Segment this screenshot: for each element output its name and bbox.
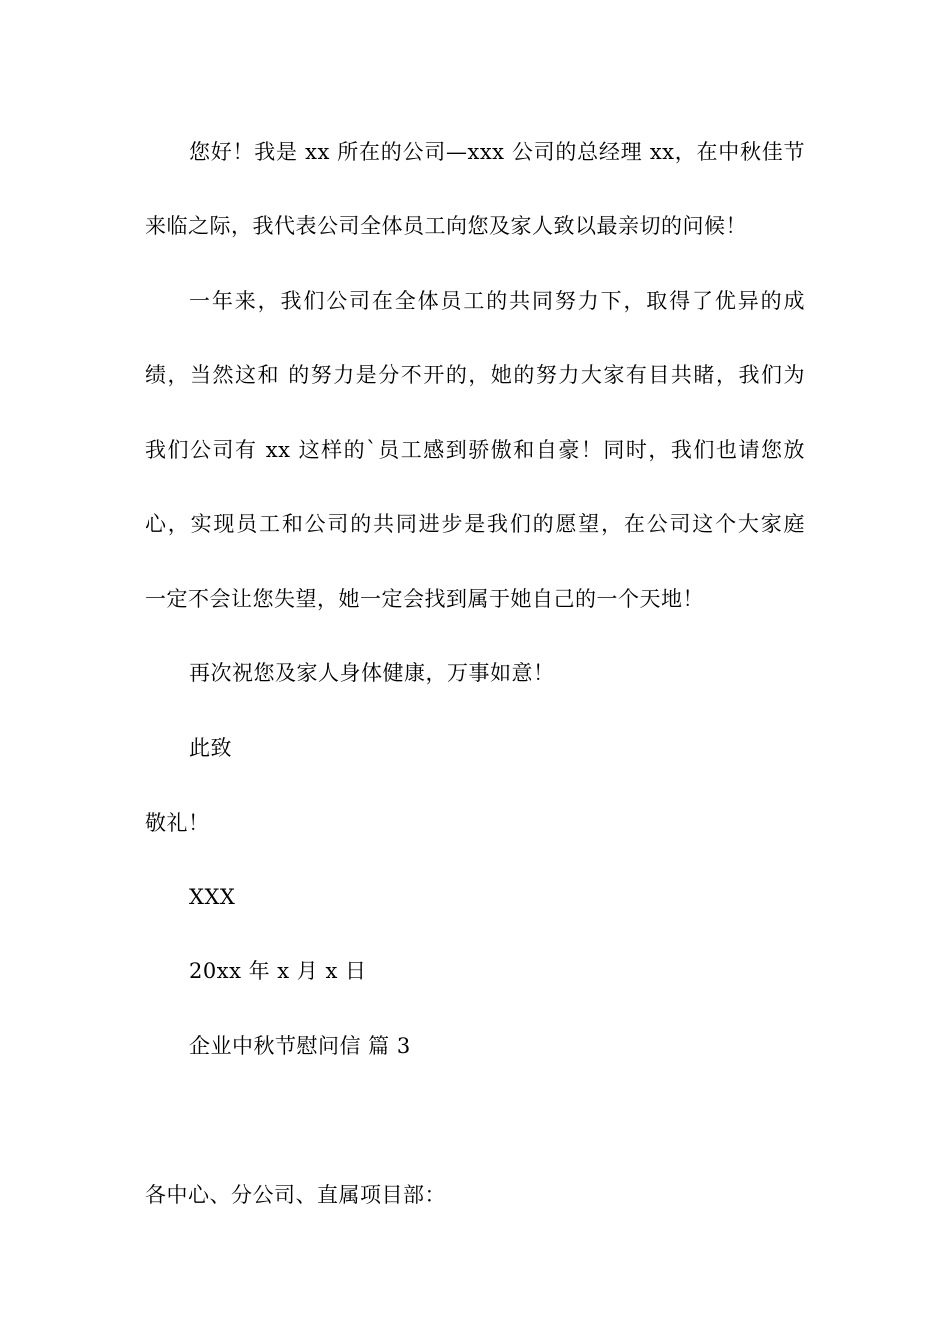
salutation: 敬礼！ — [145, 811, 210, 835]
addressee: 各中心、分公司、直属项目部： — [145, 1183, 446, 1207]
section-title: 企业中秋节慰问信 篇 3 — [189, 1034, 411, 1058]
paragraph-2-line-1: 一年来，我们公司在全体员工的共同努力下，取得了优异的成 — [189, 289, 805, 313]
paragraph-2-line-3: 我们公司有 xx 这样的`员工感到骄傲和自豪！同时，我们也请您放 — [145, 438, 805, 462]
paragraph-2-line-4: 心，实现员工和公司的共同进步是我们的愿望，在公司这个大家庭 — [145, 512, 805, 536]
paragraph-1-line-2: 来临之际，我代表公司全体员工向您及家人致以最亲切的问候！ — [145, 214, 747, 238]
paragraph-1-line-1: 您好！我是 xx 所在的公司—xxx 公司的总经理 xx，在中秋佳节 — [189, 140, 805, 164]
paragraph-2-line-5: 一定不会让您失望，她一定会找到属于她自己的一个天地！ — [145, 587, 704, 611]
signature: XXX — [189, 885, 236, 909]
paragraph-3: 再次祝您及家人身体健康，万事如意！ — [189, 661, 555, 685]
closing-phrase: 此致 — [189, 736, 232, 760]
date: 20xx 年 x 月 x 日 — [189, 959, 367, 983]
paragraph-2-line-2: 绩，当然这和 的努力是分不开的，她的努力大家有目共睹，我们为 — [145, 363, 805, 387]
